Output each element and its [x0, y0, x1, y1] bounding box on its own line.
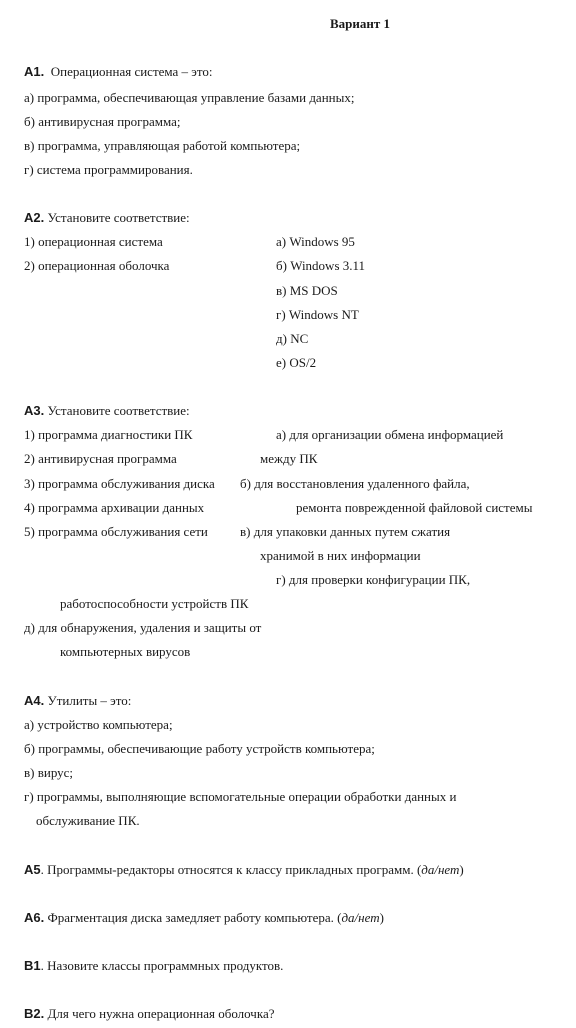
question-number: А2. [24, 210, 45, 225]
match-right-item: ремонта поврежденной файловой системы [296, 500, 533, 515]
match-right-item: д) NC [276, 331, 309, 346]
match-right-item: б) для восстановления удаленного файла, [240, 476, 470, 491]
match-right-item: а) Windows 95 [276, 234, 355, 249]
match-left-item: 2) операционная оболочка [24, 258, 170, 273]
question-a3 [24, 403, 190, 419]
question-a5 [24, 862, 464, 878]
answer-option: г) программы, выполняющие вспомогательные операции обработки данных и [24, 789, 457, 804]
answer-option: в) вирус; [24, 765, 74, 780]
match-right-item: б) Windows 3.11 [276, 258, 366, 273]
match-right-item: е) OS/2 [276, 355, 317, 370]
question-number: В1 [24, 958, 41, 973]
question-text: Утилиты – это: [47, 693, 132, 708]
match-left-item: 5) программа обслуживания сети [24, 524, 208, 539]
match-right-item: хранимой в них информации [260, 548, 421, 563]
question-text: Фрагментация диска замедляет работу компьютера. ( [47, 910, 342, 925]
match-right-item: компьютерных вирусов [60, 644, 191, 659]
question-b2 [24, 1006, 275, 1022]
question-text: Для чего нужна операционная оболочка? [47, 1006, 275, 1021]
question-a1 [24, 64, 213, 80]
question-text: Установите соответствие: [47, 403, 190, 418]
answer-option: г) система программирования. [24, 162, 193, 177]
match-right-item: а) для организации обмена информацией [276, 427, 504, 442]
question-b1 [24, 958, 283, 974]
answer-option: обслуживание ПК. [36, 813, 140, 828]
match-right-item: между ПК [260, 451, 318, 466]
answer-option: б) антивирусная программа; [24, 114, 181, 129]
question-number: А5 [24, 862, 41, 877]
question-text: Операционная система – это: [50, 64, 213, 79]
answer-hint: да/нет [341, 910, 380, 925]
question-a2 [24, 210, 190, 226]
closing-paren: ) [459, 862, 464, 877]
match-right-item: в) для упаковки данных путем сжатия [240, 524, 451, 539]
question-text: . Программы-редакторы относятся к классу прикладных программ. ( [40, 862, 422, 877]
match-left-item: 4) программа архивации данных [24, 500, 205, 515]
match-right-item: г) для проверки конфигурации ПК, [276, 572, 471, 587]
question-number: А3. [24, 403, 45, 418]
question-a6 [24, 910, 384, 926]
page-title: Вариант 1 [330, 16, 391, 31]
match-left-item: 2) антивирусная программа [24, 451, 177, 466]
question-a4 [24, 693, 131, 709]
match-right-item: г) Windows NT [276, 307, 359, 322]
answer-hint: да/нет [421, 862, 460, 877]
answer-option: в) программа, управляющая работой компьютера; [24, 138, 301, 153]
question-number: А4. [24, 693, 45, 708]
answer-option: а) устройство компьютера; [24, 717, 173, 732]
question-number: А1. [24, 64, 45, 79]
answer-option: а) программа, обеспечивающая управление базами данных; [24, 90, 355, 105]
match-right-item: работоспособности устройств ПК [60, 596, 249, 611]
question-text: . Назовите классы программных продуктов. [40, 958, 284, 973]
closing-paren: ) [379, 910, 384, 925]
match-right-item: в) MS DOS [276, 283, 338, 298]
match-left-item: 1) операционная система [24, 234, 163, 249]
match-right-item: д) для обнаружения, удаления и защиты от [24, 620, 262, 635]
answer-option: б) программы, обеспечивающие работу устройств компьютера; [24, 741, 375, 756]
question-text: Установите соответствие: [47, 210, 190, 225]
question-number: В2. [24, 1006, 45, 1021]
question-number: А6. [24, 910, 45, 925]
match-left-item: 1) программа диагностики ПК [24, 427, 193, 442]
match-left-item: 3) программа обслуживания диска [24, 476, 215, 491]
